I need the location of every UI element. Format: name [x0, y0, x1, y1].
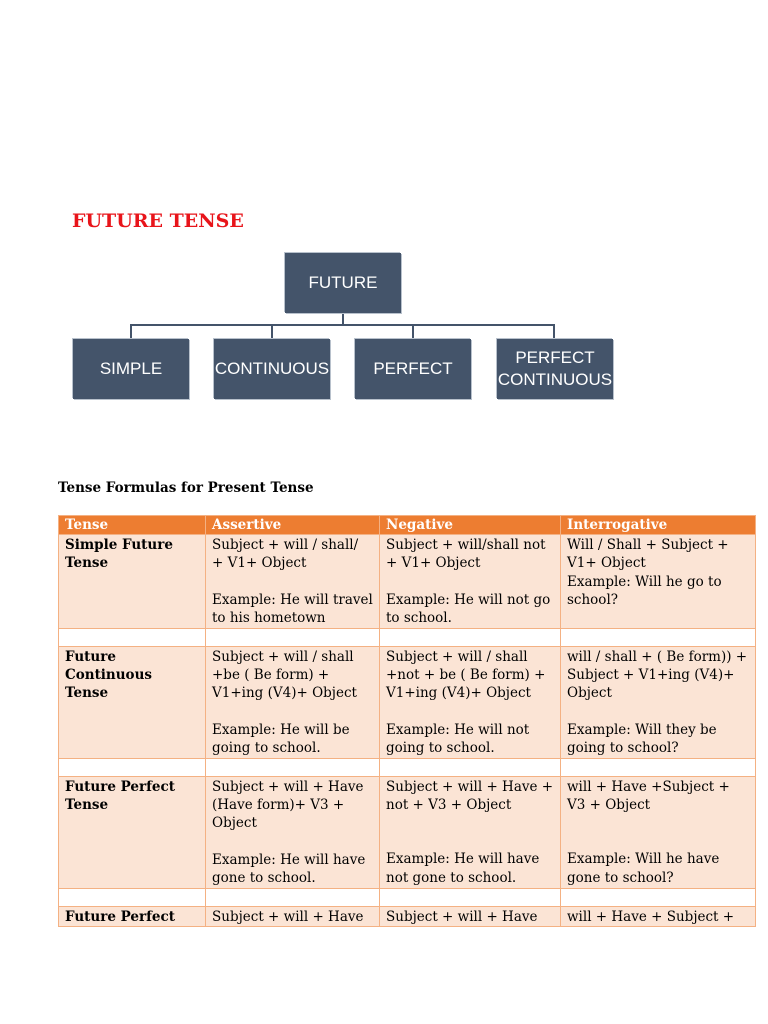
assertive-cell — [206, 646, 380, 758]
assertive-formula: Subject + will / shall/ + V1+ Object — [212, 537, 359, 572]
assertive-cell — [206, 535, 380, 629]
spacer-row — [59, 888, 756, 906]
interrogative-cell — [561, 646, 756, 758]
assertive-formula: Subject + will / shall +be ( Be form) + V1+ing (V4)+ Object — [212, 648, 357, 702]
table-row — [59, 535, 756, 629]
assertive-cell — [206, 776, 380, 888]
negative-formula: Subject + will + Have — [380, 906, 561, 926]
tree-node-simple: SIMPLE — [73, 339, 189, 399]
tense-tree-diagram — [0, 0, 768, 420]
table-row — [59, 776, 756, 888]
tense-formula-table — [58, 515, 756, 927]
interrogative-formula: will + Have + Subject + — [561, 906, 756, 926]
table-header-row — [59, 516, 756, 535]
interrogative-cell — [561, 535, 756, 629]
tree-connector-simple — [130, 324, 132, 339]
negative-example: Example: He will not going to school. — [386, 721, 530, 757]
negative-formula: Subject + will / shall +not + be ( Be form) + V1+ing (V4)+ Object — [386, 648, 546, 702]
tree-node-future: FUTURE — [285, 253, 401, 313]
tree-connector-bar — [130, 324, 555, 326]
interrogative-example: Example: Will he have gone to school? — [567, 851, 720, 886]
table-row — [59, 646, 756, 758]
tree-connector-perfect — [412, 324, 414, 339]
tense-name: Future Perfect — [59, 906, 206, 926]
table-caption: Tense Formulas for Present Tense — [58, 480, 314, 496]
tree-node-perfect: PERFECT — [355, 339, 471, 399]
header-tense: Tense — [59, 516, 206, 535]
tree-connector-perfect-continuous — [553, 324, 555, 339]
header-interrogative: Interrogative — [561, 516, 756, 535]
assertive-example: Example: He will be going to school. — [212, 721, 350, 757]
negative-example: Example: He will have not gone to school. — [386, 851, 540, 886]
spacer-row — [59, 628, 756, 646]
interrogative-example: Example: Will they be going to school? — [567, 721, 717, 757]
tense-name: Simple Future Tense — [59, 535, 206, 629]
page-title: FUTURE TENSE — [72, 210, 244, 232]
interrogative-formula: will + Have +Subject + V3 + Object — [567, 778, 730, 814]
negative-formula: Subject + will/shall not + V1+ Object — [386, 537, 546, 572]
negative-example: Example: He will not go to school. — [386, 591, 551, 627]
tense-name: Future Continuous Tense — [59, 646, 206, 758]
assertive-example: Example: He will travel to his hometown — [212, 591, 373, 627]
table-row — [59, 906, 756, 926]
tense-name: Future Perfect Tense — [59, 776, 206, 888]
negative-formula: Subject + will + Have + not + V3 + Object — [386, 778, 554, 814]
assertive-example: Example: He will have gone to school. — [212, 851, 366, 887]
negative-cell — [380, 646, 561, 758]
tree-node-continuous: CONTINUOUS — [214, 339, 330, 399]
interrogative-formula: will / shall + ( Be form)) + Subject + V1+ing (V4)+ Object — [567, 648, 748, 702]
tree-connector-continuous — [271, 324, 273, 339]
interrogative-example: Example: Will he go to school? — [567, 573, 722, 609]
negative-cell — [380, 535, 561, 629]
tree-node-perfect-continuous: PERFECT CONTINUOUS — [497, 339, 613, 399]
header-assertive: Assertive — [206, 516, 380, 535]
spacer-row — [59, 758, 756, 776]
assertive-formula: Subject + will + Have (Have form)+ V3 + Object — [212, 778, 364, 832]
assertive-formula: Subject + will + Have — [206, 906, 380, 926]
header-negative: Negative — [380, 516, 561, 535]
negative-cell — [380, 776, 561, 888]
interrogative-formula: Will / Shall + Subject + V1+ Object — [567, 537, 729, 572]
interrogative-cell — [561, 776, 756, 888]
